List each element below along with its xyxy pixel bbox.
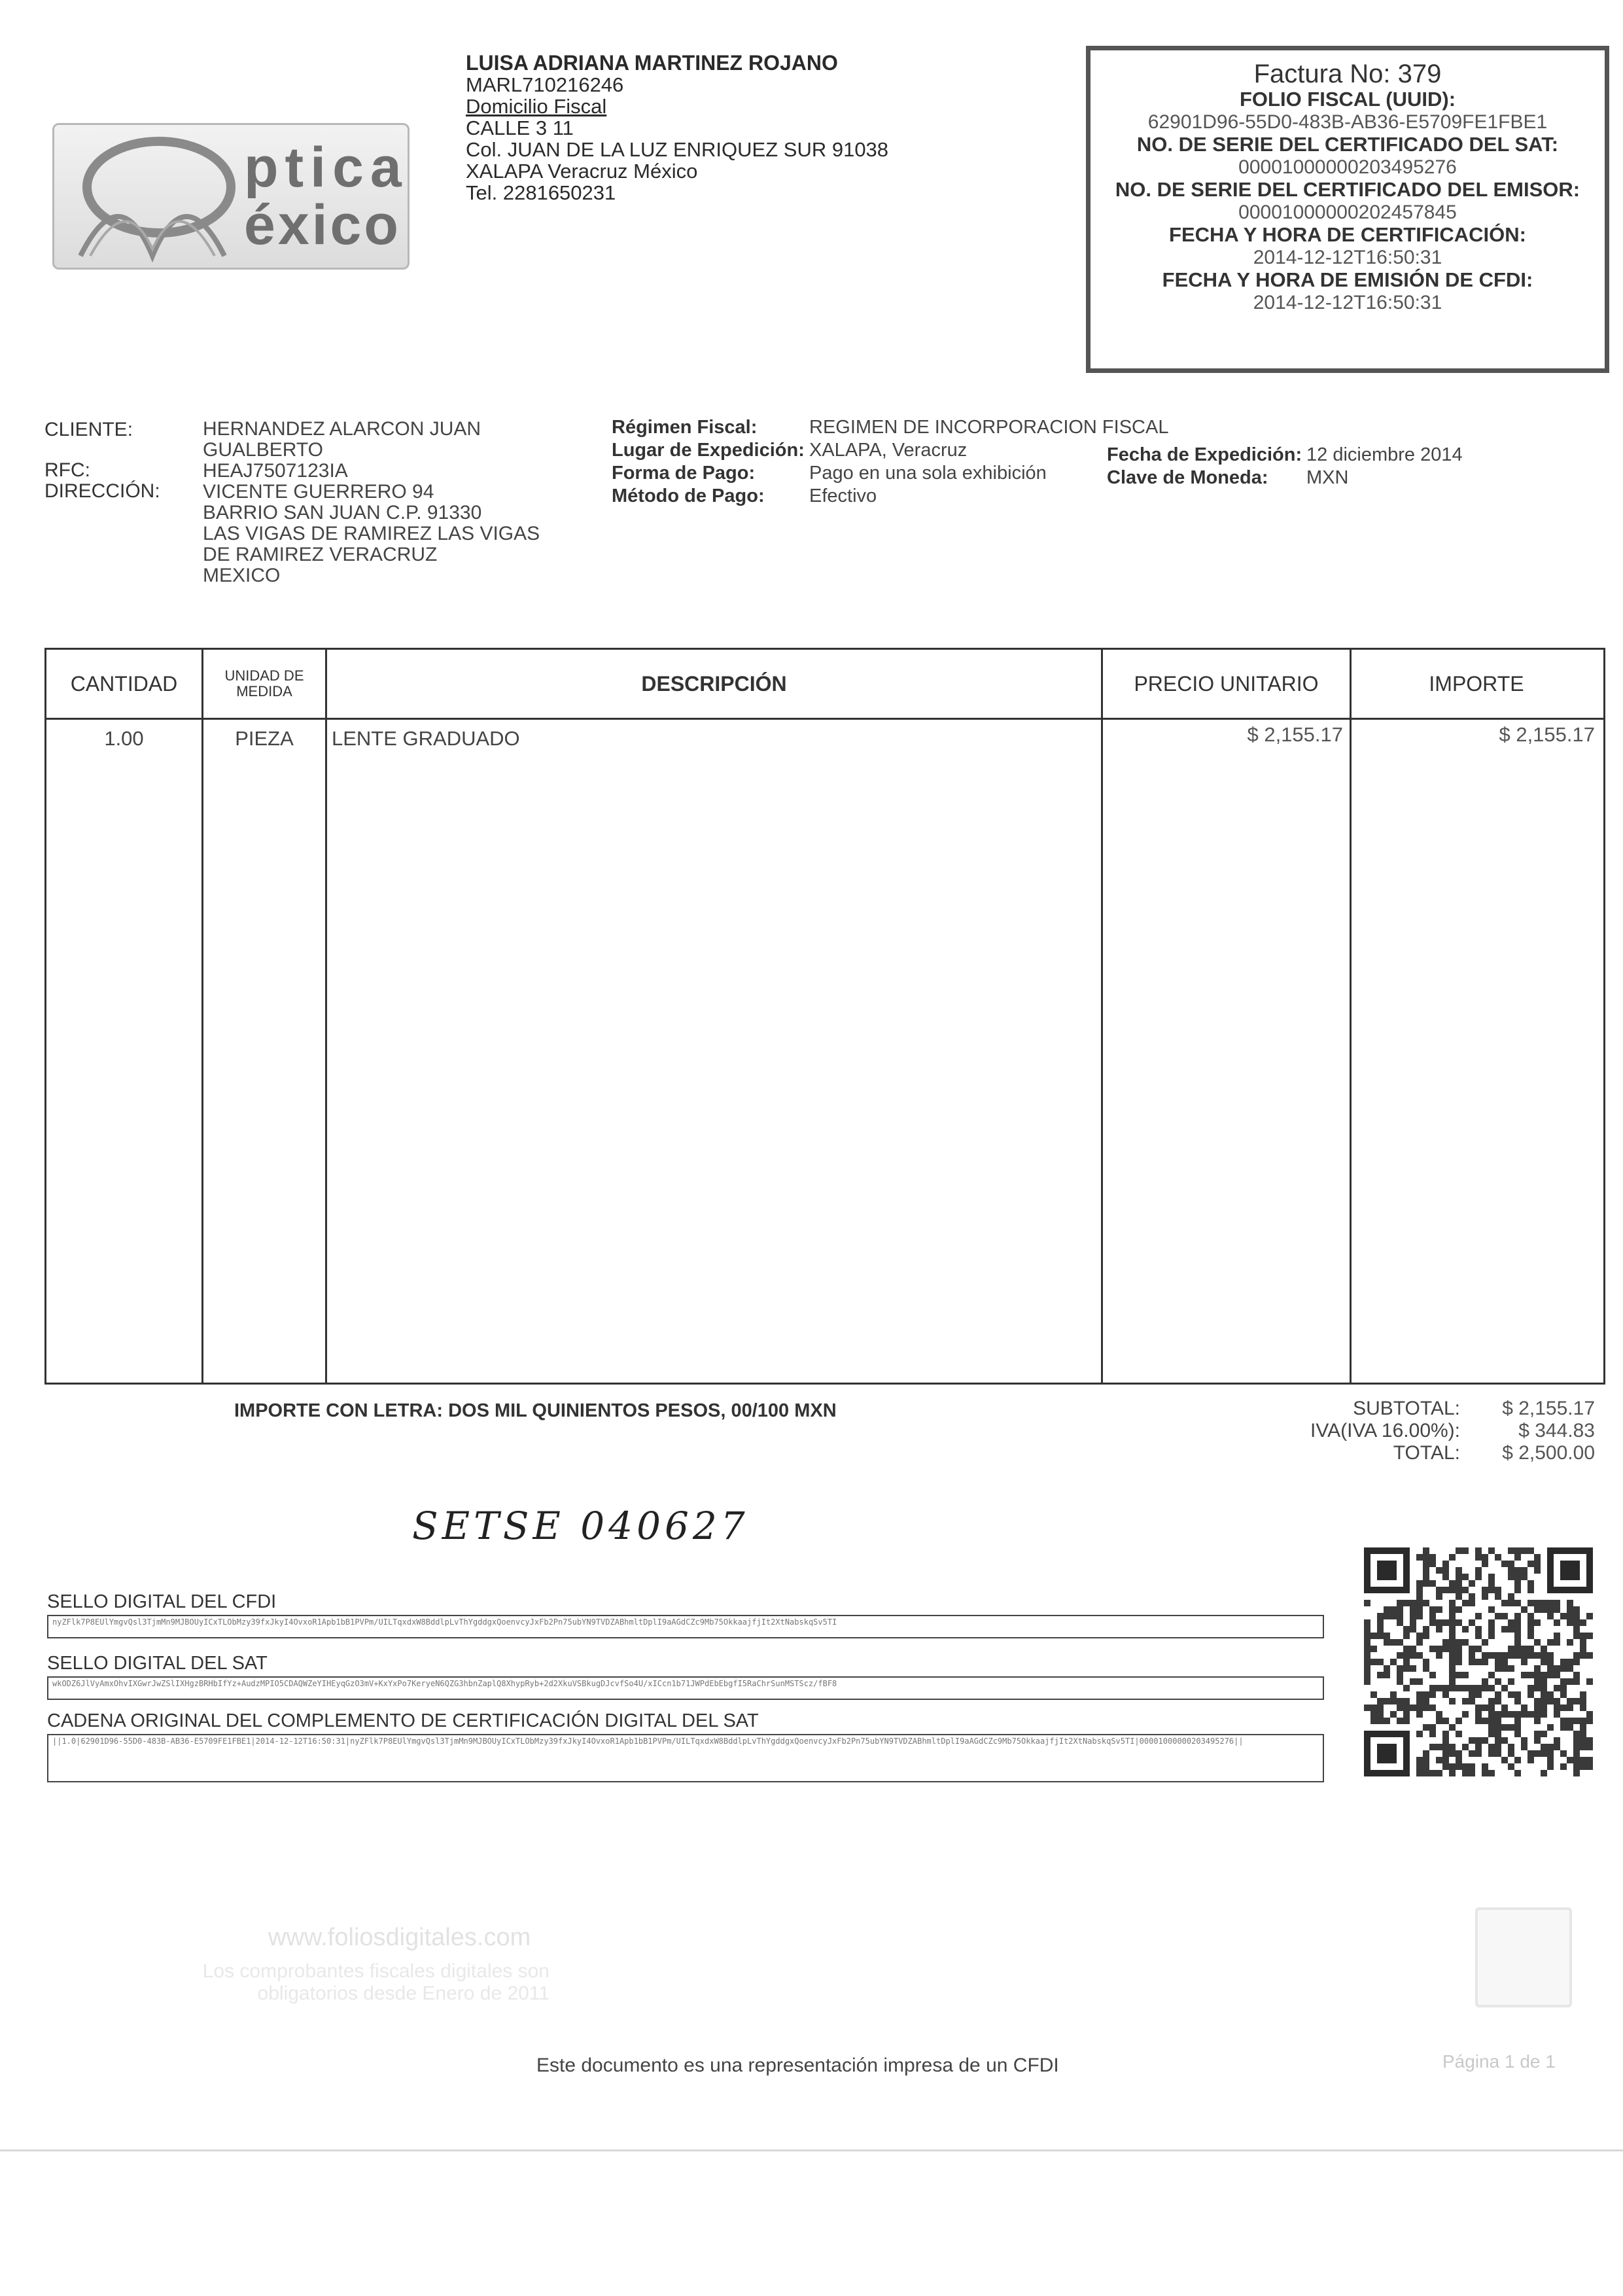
metodo-label: Método de Pago: — [612, 486, 765, 506]
billing-labels-right — [1107, 444, 1302, 489]
moneda-value: MXN — [1306, 467, 1349, 488]
row-unidad: PIEZA — [235, 727, 294, 750]
sello-cfdi-value: nyZFlk7P8EUlYmgvQsl3TjmMn9MJBOUyICxTLObMzy39fxJkyI4OvxoR1Apb1bB1PVPm/UILTqxdxW8BddlpLvThYgddgxQoenvcyJxFb2Pn75ubYN9TVDZABhmltDplI9aAGdCZc9Mb75OkkaajfjIt2XtNabskqSv5TI — [52, 1617, 837, 1627]
cliente-label: CLIENTE: — [44, 419, 133, 440]
client-address-line3: LAS VIGAS DE RAMIREZ LAS VIGAS — [203, 523, 540, 544]
cfdi-representation-note: Este documento es una representación impresa de un CFDI — [536, 2055, 1059, 2076]
folios-note-line1: Los comprobantes fiscales digitales son — [202, 1960, 550, 1982]
cadena-original-field — [47, 1734, 1324, 1782]
header-precio: PRECIO UNITARIO — [1134, 671, 1319, 696]
amount-in-letters — [234, 1400, 837, 1422]
emision-date-label: FECHA Y HORA DE EMISIÓN DE CFDI: — [1162, 268, 1533, 291]
row-cantidad: 1.00 — [104, 727, 144, 750]
issuer-block — [466, 52, 888, 203]
sat-serial-value: 00001000000203495276 — [1238, 156, 1457, 178]
iva-label: IVA(IVA 16.00%): — [1310, 1420, 1460, 1441]
issuer-phone: Tel. 2281650231 — [466, 181, 616, 204]
billing-values-right — [1306, 444, 1463, 489]
client-address-line1: VICENTE GUERRERO 94 — [203, 481, 434, 503]
rfc-label: RFC: — [44, 459, 90, 481]
total-value: $ 2,500.00 — [1502, 1442, 1595, 1464]
row-precio: $ 2,155.17 — [1247, 723, 1343, 746]
folios-note — [177, 1960, 550, 2005]
handwritten-note: SETSE 040627 — [412, 1504, 749, 1548]
issuer-colonia: Col. JUAN DE LA LUZ ENRIQUEZ SUR 91038 — [466, 138, 889, 161]
column-divider — [201, 650, 203, 1383]
cadena-original-label: CADENA ORIGINAL DEL COMPLEMENTO DE CERTIFICACIÓN DIGITAL DEL SAT — [47, 1710, 759, 1731]
sello-cfdi-label: SELLO DIGITAL DEL CFDI — [47, 1591, 277, 1612]
fecha-expedicion-label: Fecha de Expedición: — [1107, 444, 1302, 465]
header-unidad-line1: UNIDAD DE — [224, 667, 304, 684]
forma-value: Pago en una sola exhibición — [809, 463, 1047, 484]
sello-cfdi-field — [47, 1615, 1324, 1638]
issuer-domicilio-label: Domicilio Fiscal — [466, 95, 607, 118]
invoice-number: Factura No: 379 — [1253, 60, 1442, 88]
scan-edge-line — [0, 2149, 1623, 2151]
fecha-expedicion-value: 12 diciembre 2014 — [1306, 444, 1463, 465]
client-name-line1: HERNANDEZ ALARCON JUAN — [203, 418, 481, 440]
regimen-label: Régimen Fiscal: — [612, 417, 758, 438]
client-address-line2: BARRIO SAN JUAN C.P. 91330 — [203, 502, 482, 523]
client-rfc: HEAJ7507123IA — [203, 460, 348, 482]
column-divider — [1350, 650, 1352, 1383]
header-importe: IMPORTE — [1429, 671, 1524, 696]
logo-word-ptica: ptica — [244, 136, 408, 199]
header-unidad — [203, 650, 325, 718]
items-table — [44, 648, 1605, 1385]
folios-url: www.foliosdigitales.com — [268, 1924, 531, 1951]
cert-date-label: FECHA Y HORA DE CERTIFICACIÓN: — [1169, 223, 1526, 246]
client-details — [203, 419, 540, 586]
direccion-label: DIRECCIÓN: — [44, 480, 160, 502]
metodo-value: Efectivo — [809, 486, 877, 506]
faded-stamp-icon — [1475, 1907, 1572, 2007]
total-label: TOTAL: — [1393, 1442, 1460, 1464]
row-importe: $ 2,155.17 — [1499, 723, 1595, 746]
moneda-label: Clave de Moneda: — [1107, 467, 1268, 488]
client-address-line4: DE RAMIREZ VERACRUZ — [203, 544, 438, 565]
issuer-street: CALLE 3 11 — [466, 116, 574, 139]
sello-sat-field — [47, 1676, 1324, 1700]
invoice-info-box — [1086, 46, 1609, 373]
column-divider — [1101, 650, 1103, 1383]
emisor-serial-label: NO. DE SERIE DEL CERTIFICADO DEL EMISOR: — [1115, 178, 1580, 201]
row-descripcion: LENTE GRADUADO — [332, 727, 520, 750]
cert-date-value: 2014-12-12T16:50:31 — [1253, 246, 1442, 268]
cadena-original-value: ||1.0|62901D96-55D0-483B-AB36-E5709FE1FBE1|2014-12-12T16:50:31|nyZFlk7P8EUlYmgvQsl3TjmMn9MJBOUyICxTLObMzy39fxJkyI4OvxoR1Apb1bB1PVPm/UILTqxdxW8BddlpLvThYgddgxQoenvcyJxFb2Pn75ubYN9TVDZABhmltDplI9aAGdCZc9Mb75OkkaajfjIt2XtNabskqSv5TI|00001000000203495276|| — [52, 1737, 1244, 1746]
iva-value: $ 344.83 — [1518, 1420, 1595, 1441]
sat-serial-label: NO. DE SERIE DEL CERTIFICADO DEL SAT: — [1136, 133, 1559, 156]
totals-labels — [1198, 1398, 1460, 1464]
lugar-value: XALAPA, Veracruz — [809, 440, 968, 461]
client-address-line5: MEXICO — [203, 565, 281, 586]
folios-note-line2: obligatorios desde Enero de 2011 — [257, 1983, 550, 2004]
page-number: Página 1 de 1 — [1442, 2051, 1556, 2072]
regimen-value: REGIMEN DE INCORPORACION FISCAL — [809, 417, 1169, 438]
sello-sat-value: wkODZ6JlVyAmxOhvIXGwrJwZSlIXHgzBRHbIfYz+AudzMPIO5CDAQWZeYIHEyqGzO3mV+KxYxPo7KeryeN6QZG3hbnZaplQ8XhypRyb+2d2XkuVSBkugDJcvfSo4U/xICcn1b71JWPdEbEbgfI5RaChrSunMSTScz/fBF8 — [52, 1679, 837, 1688]
folio-label: FOLIO FISCAL (UUID): — [1239, 88, 1456, 111]
lugar-label: Lugar de Expedición: — [612, 440, 805, 461]
sello-sat-label: SELLO DIGITAL DEL SAT — [47, 1653, 268, 1674]
qr-code-icon — [1364, 1547, 1593, 1776]
totals-values — [1464, 1398, 1595, 1464]
company-logo — [52, 123, 410, 270]
subtotal-value: $ 2,155.17 — [1502, 1398, 1595, 1419]
column-divider — [325, 650, 327, 1383]
header-descripcion: DESCRIPCIÓN — [641, 671, 787, 696]
client-name-line2: GUALBERTO — [203, 439, 323, 461]
issuer-name: LUISA ADRIANA MARTINEZ ROJANO — [466, 51, 838, 75]
emision-date-value: 2014-12-12T16:50:31 — [1253, 291, 1442, 313]
header-cantidad: CANTIDAD — [70, 671, 178, 696]
emisor-serial-value: 00001000000202457845 — [1238, 201, 1457, 223]
issuer-city: XALAPA Veracruz México — [466, 160, 698, 183]
billing-labels — [612, 416, 805, 508]
table-header-divider — [46, 718, 1603, 720]
issuer-rfc: MARL710216246 — [466, 73, 624, 96]
forma-label: Forma de Pago: — [612, 463, 756, 484]
amount-letters-label: IMPORTE CON LETRA: — [234, 1400, 443, 1421]
folio-value: 62901D96-55D0-483B-AB36-E5709FE1FBE1 — [1147, 111, 1548, 133]
logo-word-exico: éxico — [244, 194, 401, 256]
amount-letters-value: DOS MIL QUINIENTOS PESOS, 00/100 MXN — [448, 1400, 837, 1421]
subtotal-label: SUBTOTAL: — [1353, 1398, 1460, 1419]
header-unidad-line2: MEDIDA — [236, 683, 292, 699]
